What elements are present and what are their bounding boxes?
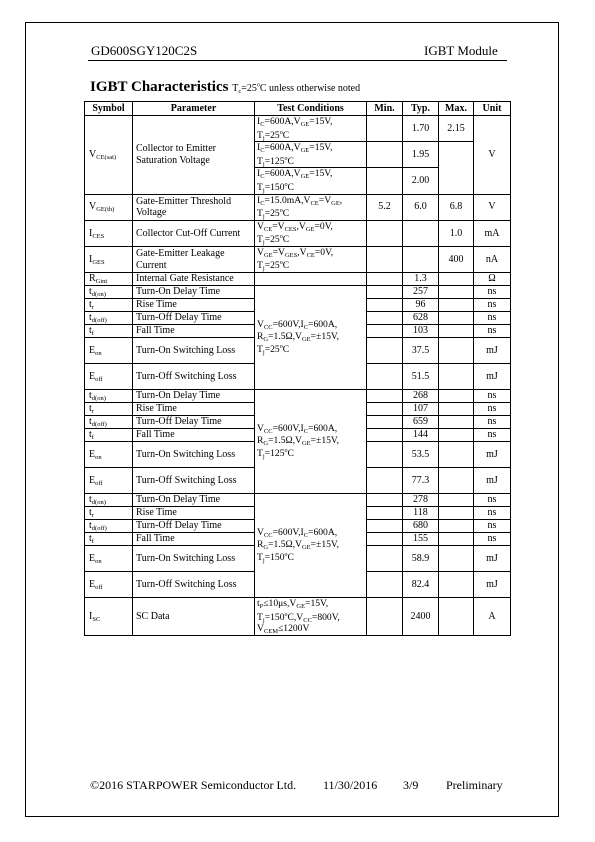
- max-cell: [439, 364, 474, 390]
- max-iges: 400: [439, 246, 474, 272]
- typ-cell: [403, 220, 439, 246]
- typ-vcesat-25: 1.70: [403, 116, 439, 142]
- symbol-eoff: $E_{off}$: [85, 572, 133, 598]
- table-row: [85, 598, 511, 636]
- unit-isc: A: [474, 598, 511, 636]
- param-tf: Fall Time: [133, 429, 255, 442]
- symbol-isc: $I_{SC}$: [85, 598, 133, 636]
- unit-sw: ns: [474, 390, 511, 403]
- col-header-parameter: Parameter: [133, 102, 255, 116]
- min-cell: [367, 338, 403, 364]
- cond-sw-25: $V_{CC}=600V,I_C=600A$, $R_G=1.5\Omega,V_{GE}=\pm 15V$, $T_j=25^oC$: [255, 286, 367, 390]
- typ-sw-150-3: 155: [403, 533, 439, 546]
- min-cell: [367, 168, 403, 194]
- header-part-number: GD600SGY120C2S: [91, 43, 198, 58]
- unit-sw: mJ: [474, 364, 511, 390]
- max-cell: [439, 142, 474, 194]
- param-tdon: Turn-On Delay Time: [133, 390, 255, 403]
- unit-sw: ns: [474, 286, 511, 299]
- param-eon: Turn-On Switching Loss: [133, 546, 255, 572]
- max-cell: [439, 572, 474, 598]
- min-cell: [367, 364, 403, 390]
- max-cell: [439, 546, 474, 572]
- table-row: [85, 273, 511, 286]
- cond-isc: $t_P\le 10\mu s,V_{GE}=15V$, $T_j=150^oC,V_{CC}=800V$, $V_{CEM}\le 1200V$: [255, 598, 367, 636]
- symbol-tr: $t_r$: [85, 299, 133, 312]
- unit-sw: ns: [474, 494, 511, 507]
- max-cell: [439, 468, 474, 494]
- unit-sw: mJ: [474, 338, 511, 364]
- param-rgint: Internal Gate Resistance: [133, 273, 255, 286]
- symbol-tdon: $t_{d(on)}$: [85, 494, 133, 507]
- typ-sw-125-5: 77.3: [403, 468, 439, 494]
- cond-sw-150: $V_{CC}=600V,I_C=600A$, $R_G=1.5\Omega,V_{GE}=\pm 15V$, $T_j=150^oC$: [255, 494, 367, 598]
- min-cell: [367, 494, 403, 507]
- min-cell: [367, 273, 403, 286]
- max-ices: 1.0: [439, 220, 474, 246]
- table-row: [85, 390, 511, 403]
- min-cell: [367, 416, 403, 429]
- section-condition-note: $T_c=25^oC$ unless otherwise noted: [232, 82, 361, 95]
- symbol-tdoff: $t_{d(off)}$: [85, 416, 133, 429]
- header-product: IGBT Module: [424, 43, 498, 58]
- param-tr: Rise Time: [133, 299, 255, 312]
- min-cell: [367, 429, 403, 442]
- unit-rgint: Ω: [474, 273, 511, 286]
- param-eoff: Turn-Off Switching Loss: [133, 364, 255, 390]
- param-iges: Gate-Emitter Leakage Current: [133, 246, 255, 272]
- cond-cell: [255, 273, 367, 286]
- typ-cell: [403, 246, 439, 272]
- symbol-tr: $t_r$: [85, 403, 133, 416]
- param-eon: Turn-On Switching Loss: [133, 338, 255, 364]
- typ-vgeth: 6.0: [403, 194, 439, 220]
- cond-sw-125: $V_{CC}=600V,I_C=600A$, $R_G=1.5\Omega,V_{GE}=\pm 15V$, $T_j=125^oC$: [255, 390, 367, 494]
- typ-sw-150-5: 82.4: [403, 572, 439, 598]
- typ-sw-125-0: 268: [403, 390, 439, 403]
- min-cell: [367, 299, 403, 312]
- min-cell: [367, 442, 403, 468]
- min-cell: [367, 572, 403, 598]
- cond-vgeth: $I_C=15.0mA,V_{CE}=V_{GE}$, $T_j=25^oC$: [255, 194, 367, 220]
- col-header-symbol: Symbol: [85, 102, 133, 116]
- cond-iges: $V_{GE}=V_{GES},V_{CE}=0V$, $T_j=25^oC$: [255, 246, 367, 272]
- typ-sw-125-3: 144: [403, 429, 439, 442]
- max-cell: [439, 533, 474, 546]
- min-cell: [367, 598, 403, 636]
- typ-sw-150-2: 680: [403, 520, 439, 533]
- symbol-tf: $t_f$: [85, 533, 133, 546]
- max-cell: [439, 273, 474, 286]
- min-vgeth: 5.2: [367, 194, 403, 220]
- symbol-eon: $E_{on}$: [85, 546, 133, 572]
- max-cell: [439, 429, 474, 442]
- symbol-tdon: $t_{d(on)}$: [85, 286, 133, 299]
- symbol-eoff: $E_{off}$: [85, 468, 133, 494]
- max-cell: [439, 416, 474, 429]
- typ-sw-25-5: 51.5: [403, 364, 439, 390]
- typ-sw-25-3: 103: [403, 325, 439, 338]
- unit-sw: ns: [474, 403, 511, 416]
- param-tr: Rise Time: [133, 507, 255, 520]
- cond-vcesat-25: $I_C=600A,V_{GE}=15V$, $T_j=25^oC$: [255, 116, 367, 142]
- symbol-tr: $t_r$: [85, 507, 133, 520]
- cond-vcesat-150: $I_C=600A,V_{GE}=15V$, $T_j=150^oC$: [255, 168, 367, 194]
- symbol-vgeth: $V_{GE(th)}$: [85, 194, 133, 220]
- symbol-iges: $I_{GES}$: [85, 246, 133, 272]
- max-cell: [439, 390, 474, 403]
- min-cell: [367, 546, 403, 572]
- symbol-rgint: $R_{Gint}$: [85, 273, 133, 286]
- max-cell: [439, 520, 474, 533]
- min-cell: [367, 468, 403, 494]
- param-tdoff: Turn-Off Delay Time: [133, 520, 255, 533]
- symbol-ices: $I_{CES}$: [85, 220, 133, 246]
- table-row: [85, 494, 511, 507]
- header-divider: [88, 60, 507, 61]
- typ-sw-125-1: 107: [403, 403, 439, 416]
- footer-date: 11/30/2016: [323, 778, 378, 792]
- typ-sw-150-0: 278: [403, 494, 439, 507]
- col-header-max: Max.: [439, 102, 474, 116]
- max-cell: [439, 325, 474, 338]
- table-row: [85, 246, 511, 272]
- param-tdoff: Turn-Off Delay Time: [133, 416, 255, 429]
- unit-sw: ns: [474, 325, 511, 338]
- max-cell: [439, 403, 474, 416]
- footer-page: 3/9: [403, 778, 419, 792]
- param-tdon: Turn-On Delay Time: [133, 494, 255, 507]
- unit-sw: mJ: [474, 442, 511, 468]
- param-vcesat: Collector to Emitter Saturation Voltage: [133, 116, 255, 195]
- col-header-test-conditions: Test Conditions: [255, 102, 367, 116]
- unit-sw: ns: [474, 416, 511, 429]
- min-cell: [367, 286, 403, 299]
- typ-rgint: 1.3: [403, 273, 439, 286]
- param-vgeth: Gate-Emitter Threshold Voltage: [133, 194, 255, 220]
- min-cell: [367, 520, 403, 533]
- symbol-tdoff: $t_{d(off)}$: [85, 312, 133, 325]
- unit-sw: ns: [474, 533, 511, 546]
- unit-sw: ns: [474, 507, 511, 520]
- max-cell: [439, 507, 474, 520]
- param-tf: Fall Time: [133, 533, 255, 546]
- unit-vgeth: V: [474, 194, 511, 220]
- table-header-row: [85, 102, 511, 116]
- typ-sw-25-1: 96: [403, 299, 439, 312]
- unit-sw: ns: [474, 312, 511, 325]
- symbol-eoff: $E_{off}$: [85, 364, 133, 390]
- unit-vcesat: V: [474, 116, 511, 195]
- max-cell: [439, 312, 474, 325]
- section-title-text: IGBT Characteristics: [90, 79, 229, 95]
- param-isc: SC Data: [133, 598, 255, 636]
- typ-vcesat-125: 1.95: [403, 142, 439, 168]
- symbol-tf: $t_f$: [85, 429, 133, 442]
- max-vgeth: 6.8: [439, 194, 474, 220]
- param-tdoff: Turn-Off Delay Time: [133, 312, 255, 325]
- typ-sw-125-2: 659: [403, 416, 439, 429]
- param-tr: Rise Time: [133, 403, 255, 416]
- min-cell: [367, 142, 403, 168]
- cond-vcesat-125: $I_C=600A,V_{GE}=15V$, $T_j=125^oC$: [255, 142, 367, 168]
- section-title: [90, 79, 360, 96]
- symbol-eon: $E_{on}$: [85, 338, 133, 364]
- unit-sw: ns: [474, 429, 511, 442]
- param-eoff: Turn-Off Switching Loss: [133, 572, 255, 598]
- param-tf: Fall Time: [133, 325, 255, 338]
- min-cell: [367, 325, 403, 338]
- footer-status: Preliminary: [446, 778, 503, 792]
- max-vcesat: 2.15: [439, 116, 474, 142]
- unit-sw: mJ: [474, 546, 511, 572]
- table-row: [85, 286, 511, 299]
- max-cell: [439, 299, 474, 312]
- typ-sw-25-2: 628: [403, 312, 439, 325]
- min-cell: [367, 533, 403, 546]
- min-cell: [367, 507, 403, 520]
- igbt-characteristics-table: [84, 101, 511, 636]
- symbol-vcesat: $V_{CE(sat)}$: [85, 116, 133, 195]
- typ-isc: 2400: [403, 598, 439, 636]
- symbol-tdon: $t_{d(on)}$: [85, 390, 133, 403]
- col-header-typ: Typ.: [403, 102, 439, 116]
- typ-sw-125-4: 53.5: [403, 442, 439, 468]
- max-cell: [439, 286, 474, 299]
- unit-iges: nA: [474, 246, 511, 272]
- unit-ices: mA: [474, 220, 511, 246]
- col-header-unit: Unit: [474, 102, 511, 116]
- unit-sw: ns: [474, 299, 511, 312]
- min-cell: [367, 116, 403, 142]
- typ-sw-25-4: 37.5: [403, 338, 439, 364]
- typ-sw-25-0: 257: [403, 286, 439, 299]
- max-cell: [439, 494, 474, 507]
- min-cell: [367, 403, 403, 416]
- min-cell: [367, 390, 403, 403]
- param-ices: Collector Cut-Off Current: [133, 220, 255, 246]
- symbol-tdoff: $t_{d(off)}$: [85, 520, 133, 533]
- param-tdon: Turn-On Delay Time: [133, 286, 255, 299]
- min-cell: [367, 246, 403, 272]
- param-eon: Turn-On Switching Loss: [133, 442, 255, 468]
- symbol-eon: $E_{on}$: [85, 442, 133, 468]
- max-cell: [439, 338, 474, 364]
- min-cell: [367, 220, 403, 246]
- max-cell: [439, 442, 474, 468]
- col-header-min: Min.: [367, 102, 403, 116]
- unit-sw: mJ: [474, 572, 511, 598]
- typ-vcesat-150: 2.00: [403, 168, 439, 194]
- min-cell: [367, 312, 403, 325]
- typ-sw-150-4: 58.9: [403, 546, 439, 572]
- table-row: [85, 116, 511, 142]
- param-eoff: Turn-Off Switching Loss: [133, 468, 255, 494]
- footer-copyright: ©2016 STARPOWER Semiconductor Ltd.: [90, 778, 297, 792]
- cond-ices: $V_{CE}=V_{CES},V_{GE}=0V$, $T_j=25^oC$: [255, 220, 367, 246]
- unit-sw: mJ: [474, 468, 511, 494]
- symbol-tf: $t_f$: [85, 325, 133, 338]
- typ-sw-150-1: 118: [403, 507, 439, 520]
- unit-sw: ns: [474, 520, 511, 533]
- max-cell: [439, 598, 474, 636]
- table-row: [85, 194, 511, 220]
- table-row: [85, 220, 511, 246]
